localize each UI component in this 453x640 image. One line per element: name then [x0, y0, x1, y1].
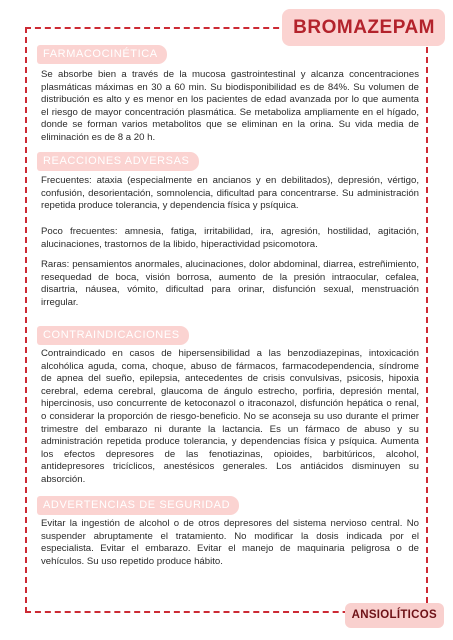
reacciones-frecuentes-text: Frecuentes: ataxia (especialmente en ancianos y en debilitados), depresión, vértigo, confusión, desorientación, somnolencia, dificultad para concentrarse. Su administración repetida produce tolerancia, y dependencia física y psíquica.	[41, 175, 419, 212]
section-heading-contraindicaciones: CONTRAINDICACIONES	[37, 326, 189, 345]
reacciones-raras-text: Raras: pensamientos anormales, alucinaciones, dolor abdominal, diarrea, estreñimiento, resequedad de boca, visión borrosa, aumento de la presión intraocular, cefalea, disartria, náusea, vómito, dificultad para orinar, disfunción sexual, menstruación irregular.	[41, 259, 419, 308]
reacciones-poco-frecuentes-text: Poco frecuentes: amnesia, fatiga, irritabilidad, ira, agresión, hostilidad, agitación, alucinaciones, trastornos de la libido, hiperactividad psicomotora.	[41, 226, 419, 250]
contraindicaciones-text: Contraindicado en casos de hipersensibilidad a las benzodiazepinas, intoxicación alcohólica aguda, coma, choque, abuso de fármacos, farmacodependencia, síndrome de apnea del sueño, epilepsia, antecedentes de crisis convulsivas, psicosis, hipoxia cerebral, edema cerebral, glaucoma de ángulo estrecho, porfiria, depresión mental, hipercinosis, uso concurrente de ketoconazol o itraconazol, disfunción hepática o renal, o considerar la proporción de riesgo-beneficio. No se aconseja su uso durante el primer trimestre del embarazo ni durante la lactancia. Es un fármaco de abuso y su administración repetida produce tolerancia, y dependencias física y psíquica. Aumenta los efectos depresores de las fenotiazinas, opioides, barbitúricos, alcohol, antidepresores tricíclicos, anestésicos generales. Los antiácidos disminuyen su absorción.	[41, 348, 419, 485]
section-heading-advertencias: ADVERTENCIAS DE SEGURIDAD	[37, 496, 239, 515]
drug-title: BROMAZEPAM	[282, 9, 445, 46]
drug-class-label: ANSIOLÍTICOS	[345, 603, 444, 629]
farmacocinetica-text: Se absorbe bien a través de la mucosa gastrointestinal y alcanza concentraciones plasmáticas máximas en 30 a 60 min. Su biodisponibilidad es de 84%. Su volumen de distribución es alto y es menor en los pacientes de edad avanzada por lo que aumenta el riesgo de mayor concentración plasmática. Se metaboliza ampliamente en el hígado, donde se forman varios metabolitos que se eliminan en la orina. Su vida media de eliminación es de 8 a 20 h.	[41, 69, 419, 143]
section-heading-reacciones-adversas: REACCIONES ADVERSAS	[37, 152, 199, 171]
section-heading-farmacocinetica: FARMACOCINÉTICA	[37, 45, 167, 64]
advertencias-text: Evitar la ingestión de alcohol o de otros depresores del sistema nervioso central. No suspender abruptamente el tratamiento. No modificar la dosis indicada por el especialista. Evitar el embarazo. Evitar el manejo de maquinaria peligrosa o de vehículos. Su uso repetido produce hábito.	[41, 518, 419, 567]
